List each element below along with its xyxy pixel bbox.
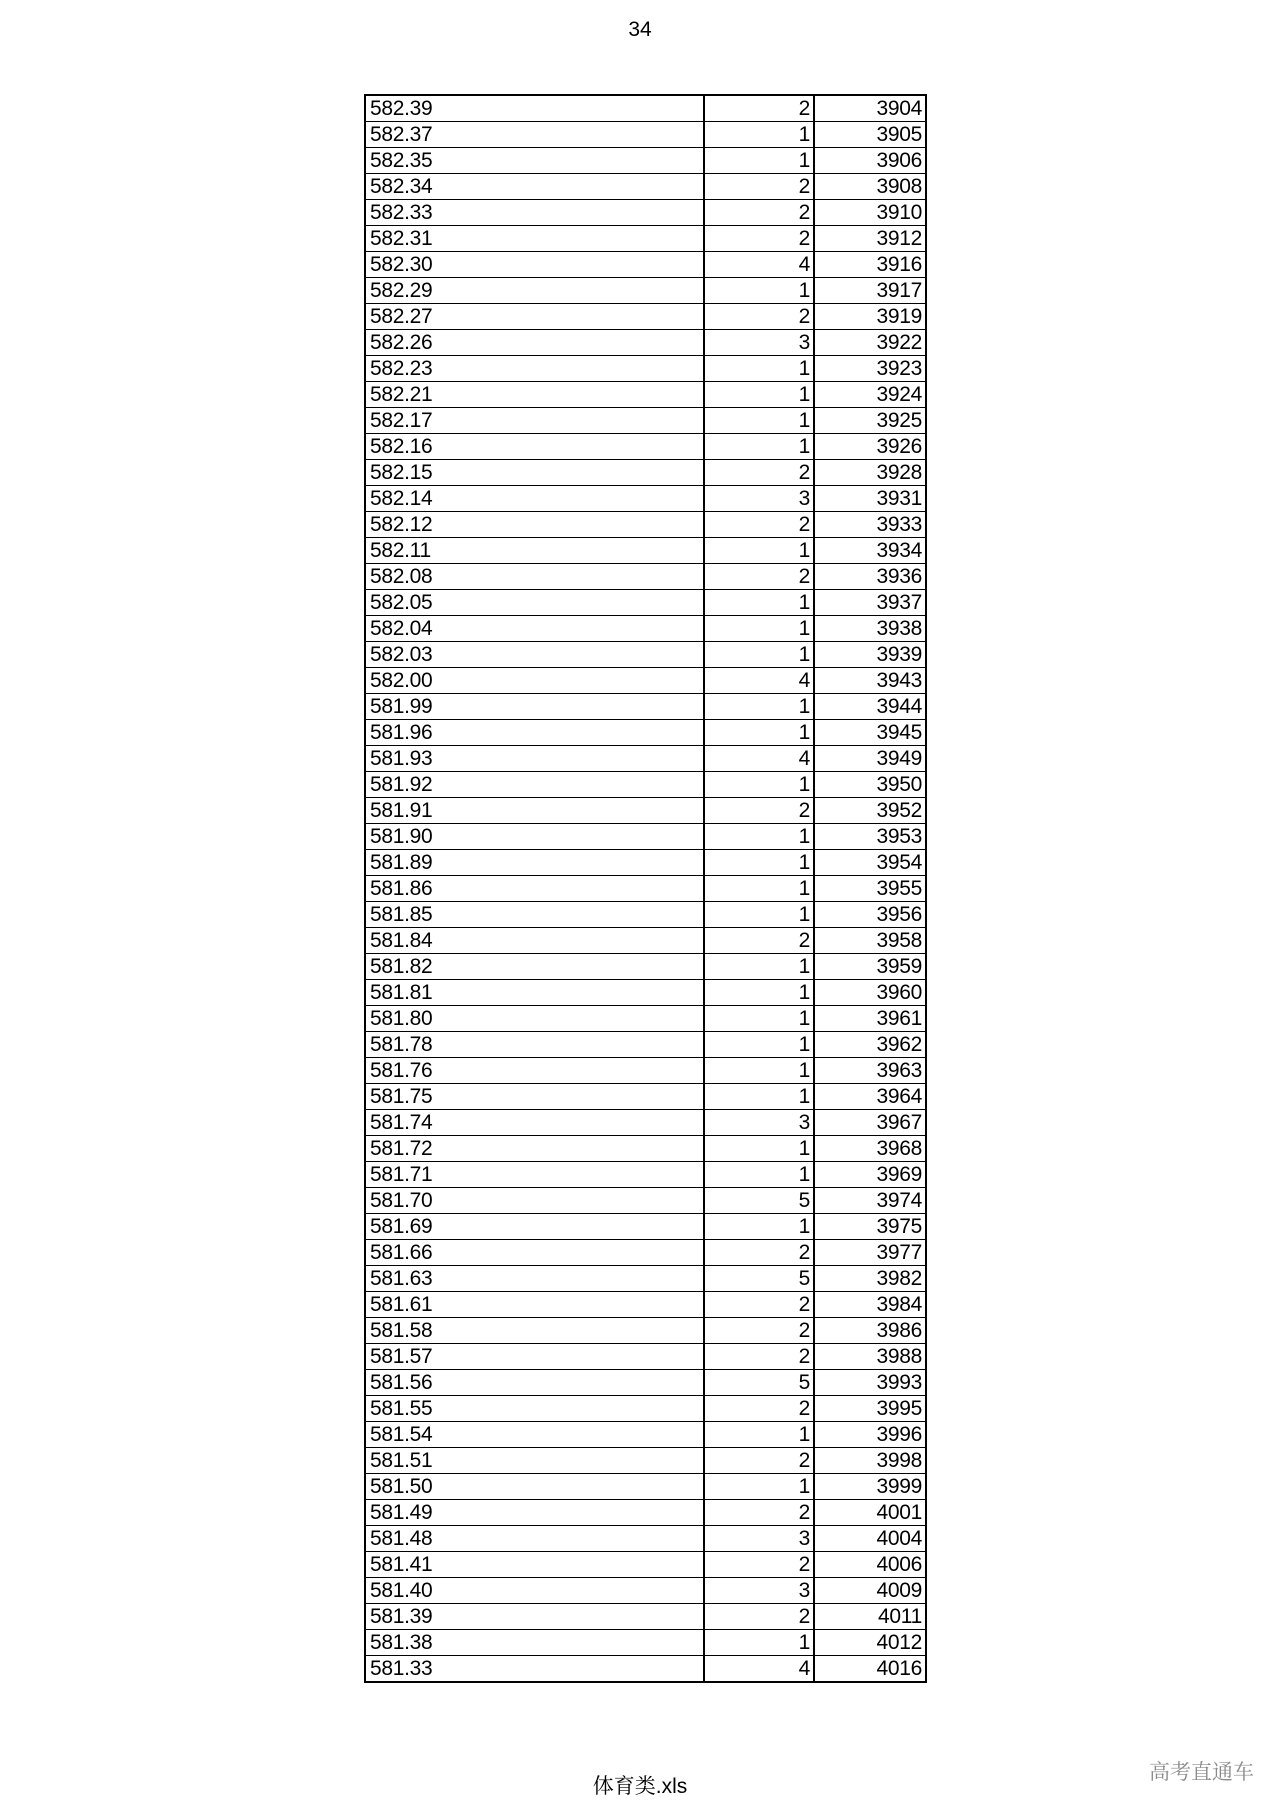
rank-cell: 4001	[814, 1500, 926, 1526]
footer-filename: 体育类.xls	[592, 1775, 688, 1798]
rank-cell: 3969	[814, 1162, 926, 1188]
score-cell: 582.05	[365, 590, 704, 616]
table-row	[365, 1474, 926, 1500]
table-row	[365, 954, 926, 980]
count-cell: 1	[704, 902, 814, 928]
table-row	[365, 1526, 926, 1552]
rank-cell: 3984	[814, 1292, 926, 1318]
count-cell: 1	[704, 694, 814, 720]
table-row	[365, 1630, 926, 1656]
count-cell: 2	[704, 1604, 814, 1630]
count-cell: 1	[704, 642, 814, 668]
score-cell: 581.48	[365, 1526, 704, 1552]
table-row	[365, 694, 926, 720]
count-cell: 1	[704, 1006, 814, 1032]
rank-cell: 3964	[814, 1084, 926, 1110]
count-cell: 2	[704, 1318, 814, 1344]
rank-cell: 3922	[814, 330, 926, 356]
table-row	[365, 1318, 926, 1344]
table-row	[365, 824, 926, 850]
score-cell: 581.84	[365, 928, 704, 954]
score-cell: 581.38	[365, 1630, 704, 1656]
rank-cell: 3988	[814, 1344, 926, 1370]
table-row	[365, 304, 926, 330]
score-cell: 581.51	[365, 1448, 704, 1474]
count-cell: 1	[704, 1032, 814, 1058]
score-cell: 582.34	[365, 174, 704, 200]
score-cell: 581.54	[365, 1422, 704, 1448]
score-cell: 581.81	[365, 980, 704, 1006]
table-row	[365, 1266, 926, 1292]
table-row	[365, 278, 926, 304]
rank-cell: 3968	[814, 1136, 926, 1162]
rank-cell: 3955	[814, 876, 926, 902]
count-cell: 1	[704, 824, 814, 850]
rank-cell: 3996	[814, 1422, 926, 1448]
count-cell: 5	[704, 1266, 814, 1292]
score-cell: 582.08	[365, 564, 704, 590]
rank-cell: 3910	[814, 200, 926, 226]
count-cell: 1	[704, 1162, 814, 1188]
table-row	[365, 1578, 926, 1604]
score-cell: 581.57	[365, 1344, 704, 1370]
count-cell: 1	[704, 1630, 814, 1656]
count-cell: 1	[704, 590, 814, 616]
table-row	[365, 1136, 926, 1162]
table-row	[365, 382, 926, 408]
count-cell: 2	[704, 564, 814, 590]
count-cell: 2	[704, 1344, 814, 1370]
score-cell: 582.27	[365, 304, 704, 330]
rank-cell: 3905	[814, 122, 926, 148]
rank-cell: 3952	[814, 798, 926, 824]
rank-cell: 3917	[814, 278, 926, 304]
table-body	[365, 95, 926, 1682]
score-cell: 582.11	[365, 538, 704, 564]
count-cell: 1	[704, 538, 814, 564]
rank-cell: 3919	[814, 304, 926, 330]
table-row	[365, 616, 926, 642]
table-row	[365, 1214, 926, 1240]
table-row	[365, 460, 926, 486]
count-cell: 2	[704, 1500, 814, 1526]
count-cell: 2	[704, 304, 814, 330]
count-cell: 2	[704, 200, 814, 226]
score-cell: 581.85	[365, 902, 704, 928]
table-row	[365, 1032, 926, 1058]
table-row	[365, 252, 926, 278]
rank-cell: 3954	[814, 850, 926, 876]
rank-cell: 3912	[814, 226, 926, 252]
count-cell: 1	[704, 616, 814, 642]
count-cell: 2	[704, 1292, 814, 1318]
score-cell: 581.56	[365, 1370, 704, 1396]
rank-cell: 3945	[814, 720, 926, 746]
table-row	[365, 122, 926, 148]
count-cell: 1	[704, 876, 814, 902]
table-row	[365, 200, 926, 226]
count-cell: 2	[704, 798, 814, 824]
score-cell: 582.16	[365, 434, 704, 460]
table-row	[365, 590, 926, 616]
count-cell: 2	[704, 1448, 814, 1474]
table-row	[365, 1500, 926, 1526]
table-row	[365, 850, 926, 876]
table-row	[365, 148, 926, 174]
table-row	[365, 1344, 926, 1370]
score-cell: 581.33	[365, 1656, 704, 1683]
rank-cell: 3986	[814, 1318, 926, 1344]
rank-cell: 3943	[814, 668, 926, 694]
score-cell: 582.12	[365, 512, 704, 538]
rank-cell: 3982	[814, 1266, 926, 1292]
rank-cell: 4006	[814, 1552, 926, 1578]
count-cell: 2	[704, 226, 814, 252]
watermark: 高考直通车	[1149, 1761, 1254, 1784]
score-cell: 581.63	[365, 1266, 704, 1292]
score-cell: 582.04	[365, 616, 704, 642]
score-cell: 581.75	[365, 1084, 704, 1110]
count-cell: 5	[704, 1188, 814, 1214]
rank-cell: 3923	[814, 356, 926, 382]
count-cell: 2	[704, 460, 814, 486]
score-cell: 581.41	[365, 1552, 704, 1578]
score-cell: 581.50	[365, 1474, 704, 1500]
table-row	[365, 772, 926, 798]
count-cell: 1	[704, 278, 814, 304]
score-cell: 581.58	[365, 1318, 704, 1344]
rank-cell: 3962	[814, 1032, 926, 1058]
score-cell: 581.70	[365, 1188, 704, 1214]
score-cell: 581.80	[365, 1006, 704, 1032]
count-cell: 1	[704, 1136, 814, 1162]
table-row	[365, 928, 926, 954]
score-cell: 581.93	[365, 746, 704, 772]
score-cell: 582.21	[365, 382, 704, 408]
score-cell: 581.66	[365, 1240, 704, 1266]
rank-cell: 4004	[814, 1526, 926, 1552]
count-cell: 1	[704, 1474, 814, 1500]
rank-cell: 3967	[814, 1110, 926, 1136]
table-row	[365, 1188, 926, 1214]
table-row	[365, 876, 926, 902]
rank-cell: 3998	[814, 1448, 926, 1474]
score-cell: 581.92	[365, 772, 704, 798]
rank-cell: 3937	[814, 590, 926, 616]
score-cell: 581.99	[365, 694, 704, 720]
score-cell: 581.55	[365, 1396, 704, 1422]
table-row	[365, 1006, 926, 1032]
rank-cell: 4009	[814, 1578, 926, 1604]
score-cell: 582.31	[365, 226, 704, 252]
count-cell: 1	[704, 408, 814, 434]
table-row	[365, 564, 926, 590]
table-row	[365, 330, 926, 356]
rank-cell: 3916	[814, 252, 926, 278]
rank-cell: 3961	[814, 1006, 926, 1032]
rank-cell: 3993	[814, 1370, 926, 1396]
count-cell: 1	[704, 720, 814, 746]
score-cell: 581.72	[365, 1136, 704, 1162]
score-cell: 581.74	[365, 1110, 704, 1136]
table-row	[365, 1240, 926, 1266]
table-row	[365, 226, 926, 252]
score-cell: 582.00	[365, 668, 704, 694]
count-cell: 1	[704, 772, 814, 798]
table-row	[365, 1422, 926, 1448]
rank-cell: 3931	[814, 486, 926, 512]
table-row	[365, 434, 926, 460]
score-cell: 582.15	[365, 460, 704, 486]
count-cell: 3	[704, 1110, 814, 1136]
table-row	[365, 720, 926, 746]
table-row	[365, 356, 926, 382]
rank-cell: 3908	[814, 174, 926, 200]
table-row	[365, 1396, 926, 1422]
count-cell: 3	[704, 1578, 814, 1604]
score-cell: 581.82	[365, 954, 704, 980]
table-row	[365, 174, 926, 200]
count-cell: 2	[704, 1396, 814, 1422]
page-number: 34	[628, 18, 652, 41]
rank-cell: 3975	[814, 1214, 926, 1240]
rank-cell: 3938	[814, 616, 926, 642]
table-row	[365, 746, 926, 772]
rank-cell: 3924	[814, 382, 926, 408]
count-cell: 3	[704, 330, 814, 356]
rank-cell: 4012	[814, 1630, 926, 1656]
count-cell: 4	[704, 252, 814, 278]
score-cell: 582.17	[365, 408, 704, 434]
rank-cell: 3995	[814, 1396, 926, 1422]
count-cell: 2	[704, 928, 814, 954]
table-row	[365, 1292, 926, 1318]
rank-cell: 3944	[814, 694, 926, 720]
rank-cell: 3963	[814, 1058, 926, 1084]
rank-cell: 3950	[814, 772, 926, 798]
table-row	[365, 980, 926, 1006]
count-cell: 1	[704, 1214, 814, 1240]
count-cell: 4	[704, 1656, 814, 1683]
table-row	[365, 798, 926, 824]
rank-cell: 3953	[814, 824, 926, 850]
score-cell: 582.26	[365, 330, 704, 356]
count-cell: 1	[704, 954, 814, 980]
table-row	[365, 1552, 926, 1578]
table-row	[365, 1084, 926, 1110]
count-cell: 2	[704, 1240, 814, 1266]
count-cell: 4	[704, 668, 814, 694]
score-cell: 582.23	[365, 356, 704, 382]
score-cell: 581.69	[365, 1214, 704, 1240]
count-cell: 5	[704, 1370, 814, 1396]
count-cell: 1	[704, 1058, 814, 1084]
rank-cell: 3974	[814, 1188, 926, 1214]
count-cell: 1	[704, 850, 814, 876]
rank-cell: 3959	[814, 954, 926, 980]
count-cell: 3	[704, 1526, 814, 1552]
score-cell: 582.14	[365, 486, 704, 512]
score-cell: 581.89	[365, 850, 704, 876]
rank-cell: 3977	[814, 1240, 926, 1266]
count-cell: 1	[704, 1422, 814, 1448]
score-cell: 582.39	[365, 95, 704, 122]
table-row	[365, 95, 926, 122]
score-cell: 582.35	[365, 148, 704, 174]
score-cell: 582.29	[365, 278, 704, 304]
table-row	[365, 1370, 926, 1396]
table-row	[365, 408, 926, 434]
score-cell: 582.33	[365, 200, 704, 226]
rank-cell: 3949	[814, 746, 926, 772]
score-cell: 581.49	[365, 1500, 704, 1526]
count-cell: 1	[704, 148, 814, 174]
count-cell: 1	[704, 356, 814, 382]
rank-cell: 3956	[814, 902, 926, 928]
score-cell: 582.30	[365, 252, 704, 278]
table-row	[365, 538, 926, 564]
count-cell: 1	[704, 382, 814, 408]
score-cell: 581.40	[365, 1578, 704, 1604]
rank-cell: 3939	[814, 642, 926, 668]
table-row	[365, 642, 926, 668]
score-cell: 581.96	[365, 720, 704, 746]
count-cell: 1	[704, 1084, 814, 1110]
table-row	[365, 668, 926, 694]
count-cell: 2	[704, 95, 814, 122]
table-row	[365, 512, 926, 538]
table-row	[365, 1656, 926, 1683]
rank-cell: 3960	[814, 980, 926, 1006]
table-row	[365, 902, 926, 928]
rank-cell: 3928	[814, 460, 926, 486]
score-table	[364, 94, 927, 1683]
score-cell: 581.78	[365, 1032, 704, 1058]
rank-cell: 4016	[814, 1656, 926, 1683]
count-cell: 2	[704, 174, 814, 200]
score-cell: 582.37	[365, 122, 704, 148]
rank-cell: 4011	[814, 1604, 926, 1630]
rank-cell: 3999	[814, 1474, 926, 1500]
rank-cell: 3925	[814, 408, 926, 434]
score-cell: 581.90	[365, 824, 704, 850]
rank-cell: 3926	[814, 434, 926, 460]
count-cell: 4	[704, 746, 814, 772]
score-cell: 581.76	[365, 1058, 704, 1084]
rank-cell: 3906	[814, 148, 926, 174]
table-row	[365, 1058, 926, 1084]
score-cell: 581.86	[365, 876, 704, 902]
score-cell: 581.71	[365, 1162, 704, 1188]
count-cell: 2	[704, 1552, 814, 1578]
table-row	[365, 486, 926, 512]
table-row	[365, 1110, 926, 1136]
rank-cell: 3936	[814, 564, 926, 590]
score-cell: 581.91	[365, 798, 704, 824]
rank-cell: 3934	[814, 538, 926, 564]
count-cell: 1	[704, 980, 814, 1006]
table-row	[365, 1162, 926, 1188]
score-cell: 581.39	[365, 1604, 704, 1630]
count-cell: 1	[704, 122, 814, 148]
table-row	[365, 1448, 926, 1474]
score-cell: 581.61	[365, 1292, 704, 1318]
rank-cell: 3933	[814, 512, 926, 538]
count-cell: 2	[704, 512, 814, 538]
rank-cell: 3958	[814, 928, 926, 954]
table-row	[365, 1604, 926, 1630]
score-cell: 582.03	[365, 642, 704, 668]
count-cell: 3	[704, 486, 814, 512]
count-cell: 1	[704, 434, 814, 460]
rank-cell: 3904	[814, 95, 926, 122]
